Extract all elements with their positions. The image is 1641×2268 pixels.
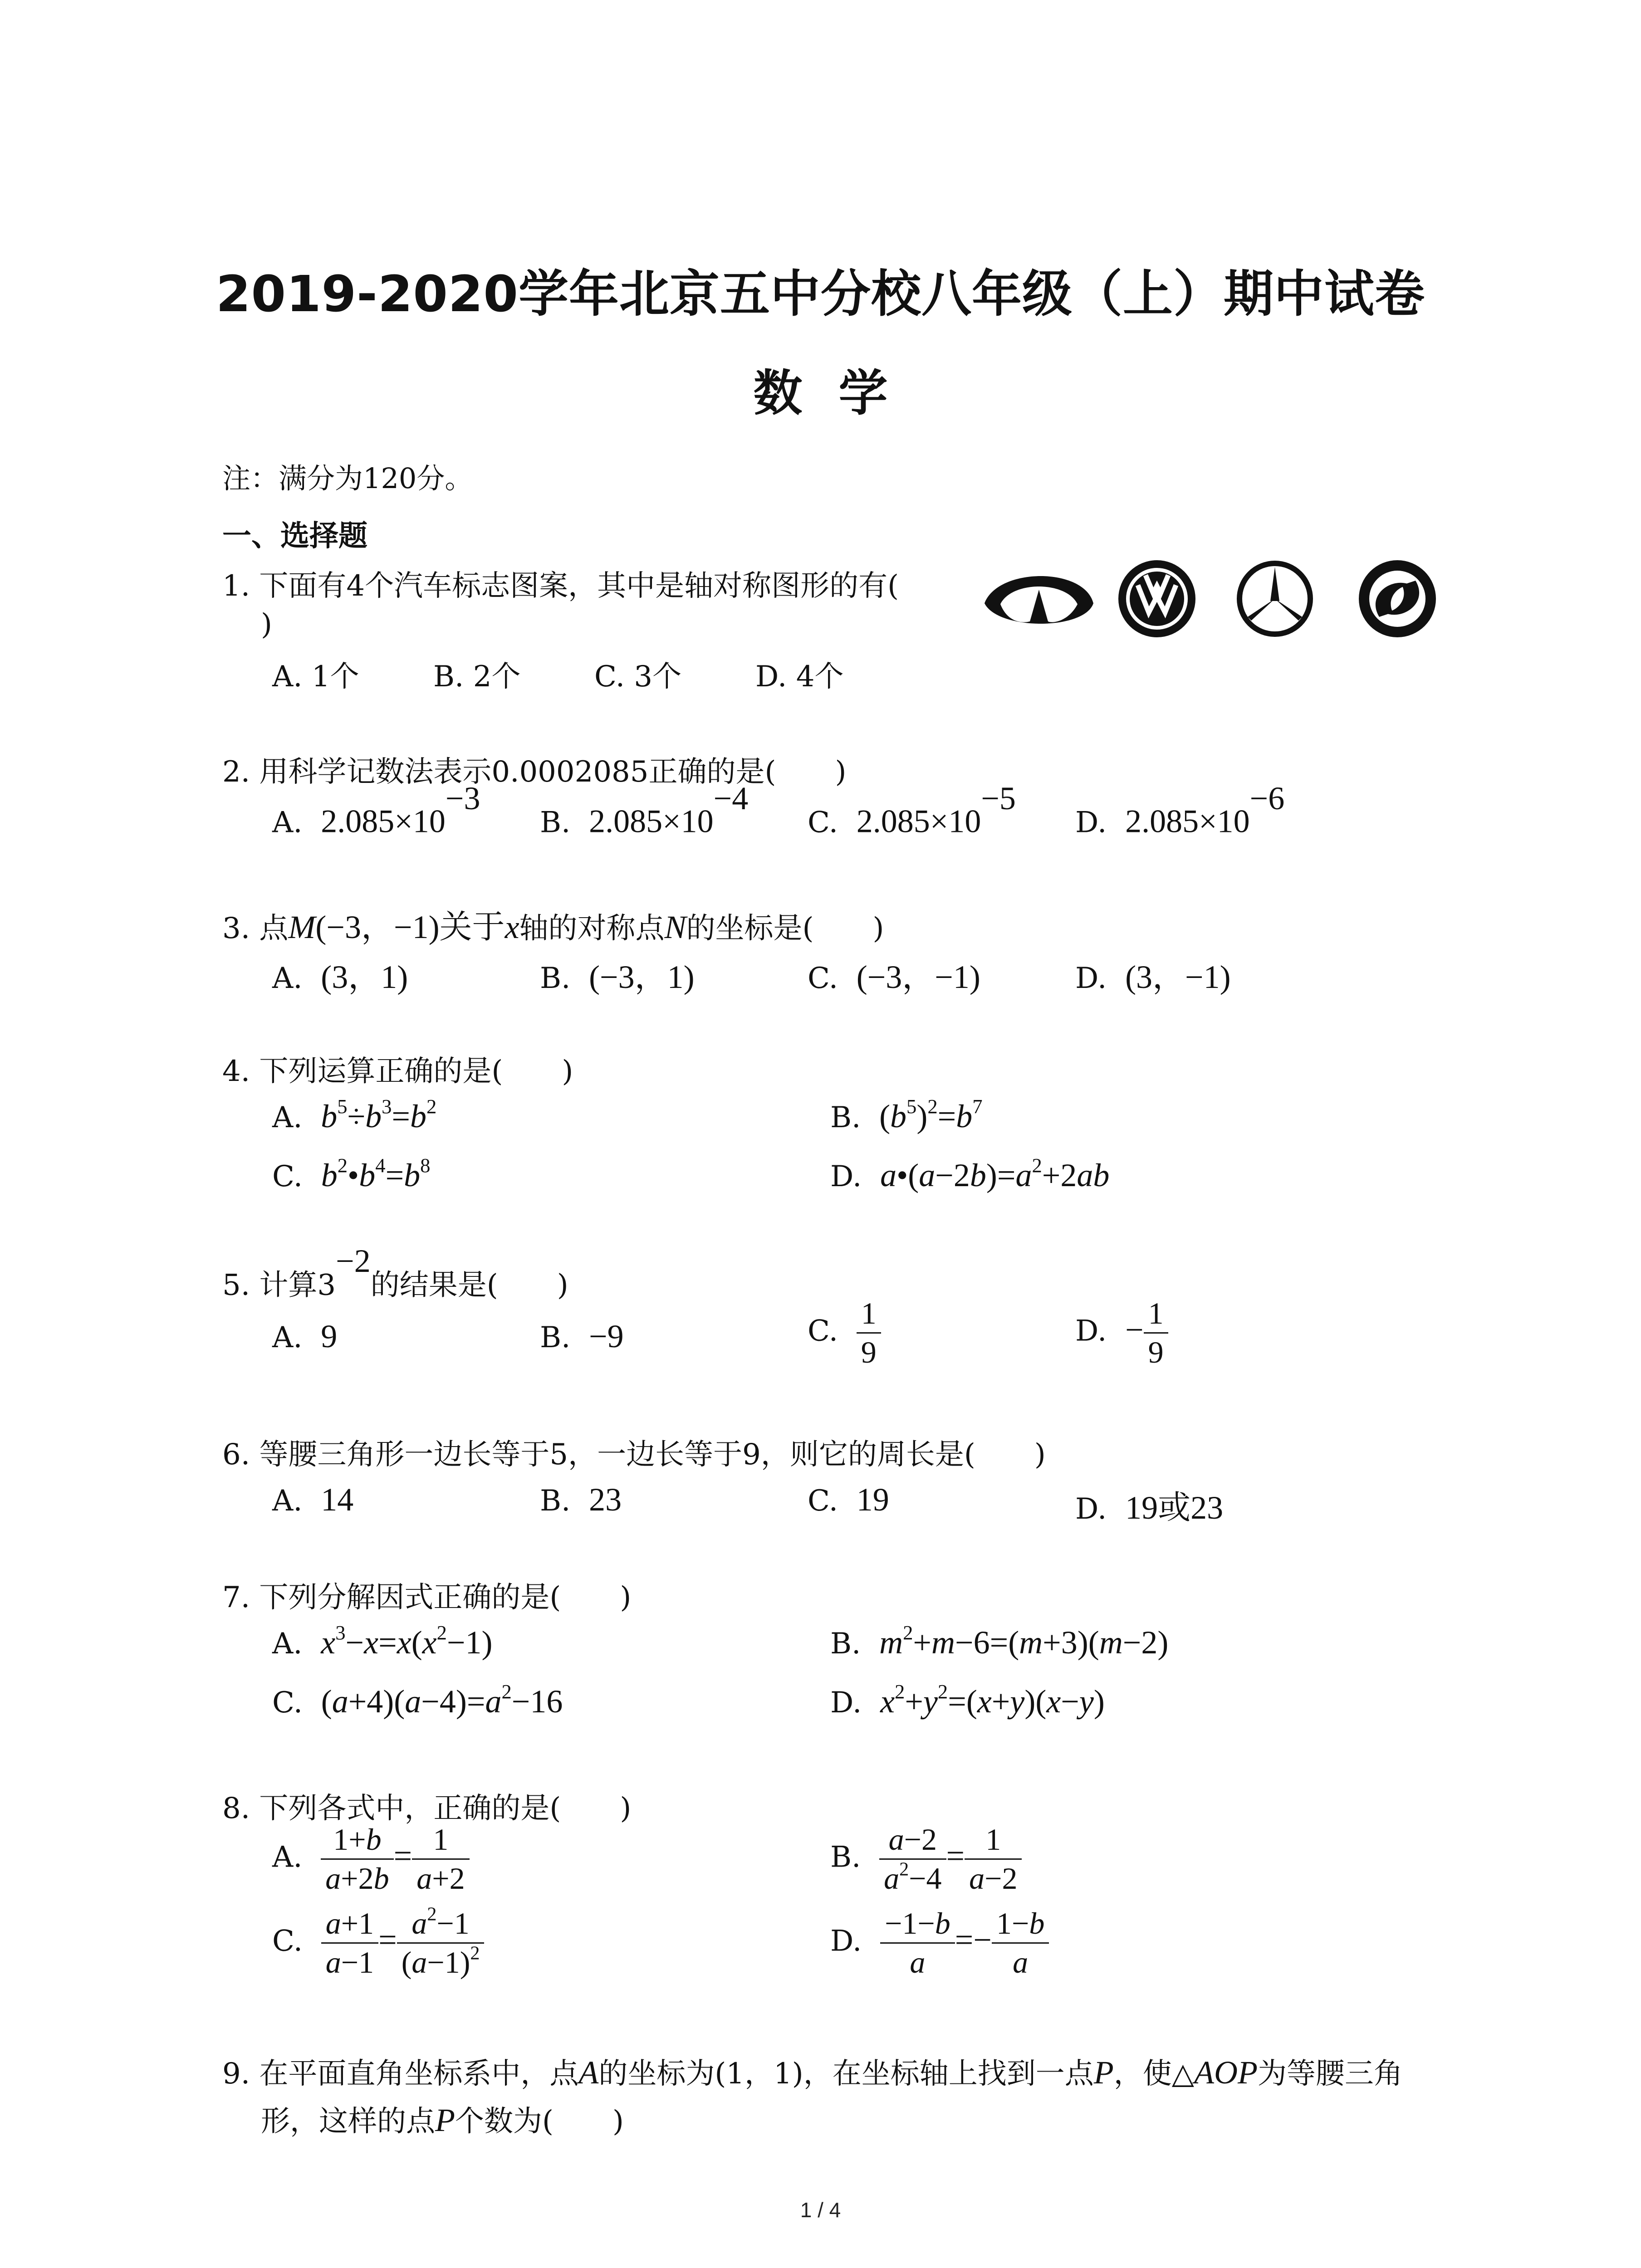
mercedes-logo-icon — [1239, 563, 1310, 634]
question-4-option-a: A. $b^5\div b^3=b^2$ — [272, 1095, 437, 1134]
page-subtitle: 数学 — [753, 365, 924, 422]
question-5-option-b: B. −9 — [540, 1318, 624, 1354]
question-6-stem: 6. 等腰三角形一边长等于5，一边长等于9，则它的周长是( ) — [222, 1438, 1046, 1471]
question-5-option-d: D. − $\frac{1}{9}$ — [1075, 1297, 1168, 1369]
question-3-option-a: A. (3，1) — [272, 959, 408, 995]
question-4-option-c: C. $b^2•b^4=b^8$ — [272, 1154, 431, 1193]
car-logos — [980, 553, 1456, 644]
question-2-option-a: A. $2.085\times 10^{-3}$ — [272, 780, 480, 840]
question-1-option-b: B. 2个 — [433, 660, 521, 694]
question-6-option-d: D. 19或23 — [1075, 1490, 1224, 1526]
page-title: 2019-2020学年北京五中分校八年级（上）期中试卷 — [216, 265, 1425, 323]
question-6-option-b: B. 23 — [540, 1481, 622, 1518]
question-9-stem-line2: 形，这样的点P个数为( ) — [261, 2102, 624, 2138]
question-8-option-c: C. $\frac{a+1}{a-1}$ = $\frac{a^2-1}{(a-1)^2}$ — [272, 1907, 484, 1979]
question-7-option-d: D. $x^2+y^2=(x+y)(x-y)$ — [830, 1680, 1105, 1720]
score-note: 注：满分为120分。 — [222, 462, 473, 495]
question-4-stem: 4. 下列运算正确的是( ) — [222, 1055, 573, 1088]
volkswagen-logo-icon — [1118, 560, 1195, 637]
question-3-stem: 3. 点M(−3，−1)关于x轴的对称点N的坐标是( ) — [222, 909, 884, 945]
dongfeng-logo-icon — [1359, 560, 1436, 637]
question-6-option-c: C. 19 — [808, 1481, 889, 1518]
question-1-stem: 1. 下面有4个汽车标志图案，其中是轴对称图形的有( — [222, 569, 899, 603]
question-8-option-d: D. $\frac{-1-b}{a}$ =− $\frac{1-b}{a}$ — [830, 1907, 1049, 1979]
question-7-option-c: C. $(a+4)(a-4)=a^2-16$ — [272, 1680, 563, 1720]
question-1-option-a: A. 1个 — [272, 660, 359, 694]
question-4-option-b: B. $(b^5)^2=b^7$ — [830, 1095, 983, 1134]
question-8-option-a: A. $\frac{1+b}{a+2b}$ = $\frac{1}{a+2}$ — [272, 1823, 470, 1895]
section-heading: 一、选择题 — [222, 519, 367, 553]
question-3-option-d: D. (3，−1) — [1075, 959, 1231, 995]
question-9-stem-line1: 9. 在平面直角坐标系中，点A的坐标为(1，1)，在坐标轴上找到一点P，使△AOP为等腰三角 — [222, 2054, 1403, 2091]
question-1-option-d: D. 4个 — [755, 660, 844, 694]
question-2-option-d: D. $2.085\times 10^{-6}$ — [1075, 780, 1285, 840]
question-2-stem: 2. 用科学记数法表示0.0002085正确的是( ) — [222, 755, 847, 789]
question-5-option-a: A. 9 — [272, 1318, 338, 1354]
question-6-option-a: A. 14 — [272, 1481, 354, 1518]
question-8-option-b: B. $\frac{a-2}{a^2-4}$ = $\frac{1}{a-2}$ — [830, 1823, 1022, 1895]
question-8-stem: 8. 下列各式中，正确的是( ) — [222, 1792, 632, 1825]
question-3-option-b: B. (−3，1) — [540, 959, 695, 995]
page-number: 1 / 4 — [800, 2198, 841, 2222]
question-5-stem: 5. 计算$3^{-2}$的结果是( ) — [222, 1243, 568, 1302]
question-1-stem-close: ) — [261, 608, 272, 641]
question-5-option-c: C. $\frac{1}{9}$ — [808, 1297, 881, 1369]
question-2-option-c: C. $2.085\times 10^{-5}$ — [808, 780, 1016, 840]
question-7-option-a: A. $x^3-x=x(x^2-1)$ — [272, 1621, 493, 1661]
question-7-stem: 7. 下列分解因式正确的是( ) — [222, 1581, 632, 1614]
question-7-option-b: B. $m^2+m-6=(m+3)(m-2)$ — [830, 1621, 1169, 1661]
question-3-option-c: C. (−3，−1) — [808, 959, 980, 995]
question-4-option-d: D. $a•(a-2b)=a^2+2ab$ — [830, 1154, 1110, 1193]
question-2-option-b: B. $2.085\times 10^{-4}$ — [540, 780, 749, 840]
question-1-option-c: C. 3个 — [594, 660, 682, 694]
infiniti-logo-icon — [985, 576, 1093, 624]
